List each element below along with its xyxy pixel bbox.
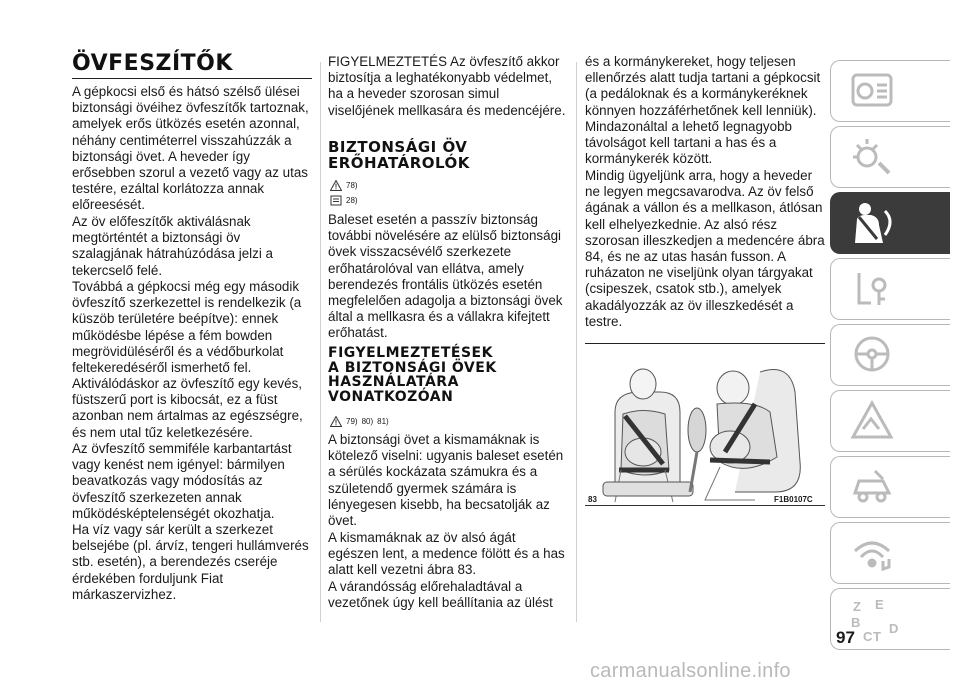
heading-line: HASZNÁLATÁRA [328, 374, 459, 391]
note-ref [330, 195, 358, 206]
page-number: 97 [836, 628, 855, 647]
ref-number: 79) [346, 417, 358, 426]
paragraph: A várandósság előrehaladtával a vezetőnek úgy kell beállítania az ülést [328, 579, 553, 611]
svg-text:T: T [873, 629, 881, 644]
index-letters-icon [849, 597, 909, 647]
tab-warning-lights[interactable] [830, 126, 950, 188]
paragraph: és a kormánykereket, hogy teljesen ellenőrzés alatt tudja tartani a gépkocsit (a pedáloknak és a kormánykeréknek könnyen hozzáférhetőnek kell lenniük). Mindazonáltal a lehető legnagyobb távolságot kell tartani a has és a kormánykerék között. [585, 54, 821, 167]
warning-intro: FIGYELMEZTETÉS Az övfeszítő akkor biztosítja a leghatékonyabb védelmet, ha a heveder szorosan simul viselőjének mellkasára és medencéjére. [328, 54, 566, 118]
paragraph: A biztonsági övet a kismamáknak is kötelező viselni: ugyanis baleset esetén a sérülés kockázata számukra és a születendő gyermek számára is lényegesen kisebb, ha becsatolják az övet. [328, 432, 564, 529]
pregnant-seatbelt-illustration [585, 352, 825, 507]
heading-force-limiters [328, 140, 470, 172]
steering-wheel-icon [849, 333, 895, 375]
svg-text:E: E [875, 597, 884, 612]
ref-number: 78) [346, 181, 358, 190]
column-divider [320, 62, 321, 622]
car-dashboard-icon [849, 69, 895, 111]
starting-driving-icon [849, 267, 895, 309]
heading-seatbelt-warnings [328, 346, 497, 405]
warning-triangle-icon [330, 416, 342, 427]
tab-starting-driving[interactable] [830, 258, 950, 320]
warning-lights-icon [849, 135, 895, 177]
paragraph: Aktiválódáskor az övfeszítő egy kevés, füstszerű port is kibocsát, ez a füst azonban nem ártalmas az egészségre, és nem utal tűz keletkezésére. [72, 376, 303, 440]
multimedia-icon [849, 531, 895, 573]
paragraph: Mindig ügyeljünk arra, hogy a heveder ne legyen megcsavarodva. Az öv felső ágának a vállon és a mellkason, átlósan kell elhelyezkednie. Az alsó rész szorosan illeszkedjen a medencére ábra 84, és ne az utas hasán fusson. A ruházaton ne viseljünk olyan tárgyakat (csipeszek, csatok stb.), amelyek akadályozzák az öv illeszkedését a testre. [585, 168, 825, 329]
column-divider [576, 62, 577, 622]
heading-line: ERŐHATÁROLÓK [328, 153, 470, 172]
svg-text:D: D [889, 621, 899, 636]
figure-number: 83 [588, 495, 597, 504]
watermark: carmanualsonline.info [590, 660, 791, 682]
figure-top-rule [585, 343, 825, 344]
paragraph: Továbbá a gépkocsi még egy második övfeszítő szerkezettel is rendelkezik (a küszöb területére beépítve): ennek működésbe lépése a fém bowden megrövidüléséről és a védőburkolat feltekeredéséről ismerhető fel. [72, 279, 302, 376]
warning-triangle-icon [330, 180, 342, 191]
ref-number: 80) [361, 417, 374, 426]
paragraph: A gépkocsi első és hátsó szélső ülései biztonsági övéihez övfeszítők tartoznak, amelyek erős ütközés esetén azonnal, néhány centiméterrel visszahúzzák a biztonsági övet. A heveder így erősebben szorul a vezető vagy az utas testére, ezáltal korlátozza annak előreesését. [72, 84, 309, 213]
seatbelt-person-icon [849, 201, 901, 245]
svg-text:C: C [863, 629, 873, 644]
paragraph: Ha víz vagy sár került a szerkezet belsejébe (pl. árvíz, tengeri hullámverés stb. esetén), a berendezés cseréje érdekében forduljunk Fiat márkaszervizhez. [72, 522, 309, 602]
paragraph: Baleset esetén a passzív biztonság további növelésére az elülső biztonsági övek visszacsévélő szerkezete erőhatárolóval van ellátva, amely berendezés frontális ütközés esetén megfelelően adagolja a biztonsági övek által a mellkasra és a vállakra kifejtett erőhatást. [328, 212, 563, 341]
svg-text:B: B [851, 615, 861, 630]
section-title: ÖVFESZÍTŐK [72, 51, 233, 76]
title-underline [72, 78, 312, 79]
tab-car-dashboard[interactable] [830, 60, 950, 122]
tab-maintenance[interactable] [830, 456, 950, 518]
paragraph: Az öv előfeszítők aktiválásnak megtörténtét a biztonsági öv szalagjának hátrahúzódása jelzi a tekercselő felé. [72, 214, 273, 278]
paragraph: Az övfeszítő semmiféle karbantartást vagy kenést nem igényel: bármilyen beavatkozás vagy módosítás az övfeszítő szerkezeten annak működésképtelenségét okozhatja. [72, 441, 292, 521]
warning-refs [330, 416, 389, 427]
warning-ref [330, 180, 358, 191]
note-icon [330, 195, 342, 206]
svg-text:Z: Z [853, 599, 861, 614]
emergency-triangle-icon [849, 399, 895, 441]
tab-multimedia[interactable] [830, 522, 950, 584]
maintenance-car-icon [849, 465, 895, 507]
heading-line: BIZTONSÁGI ÖV [328, 138, 468, 156]
tab-safety[interactable] [830, 192, 950, 254]
ref-number: 28) [346, 196, 358, 205]
heading-line: A BIZTONSÁGI ÖVEK [328, 359, 497, 376]
figure-code: F1B0107C [774, 495, 813, 504]
paragraph: A kismamáknak az öv alsó ágát egészen lent, a medence fölött és a has alatt kell vezetni ábra 83. [328, 530, 565, 578]
tab-steering[interactable] [830, 324, 950, 386]
tab-emergency[interactable] [830, 390, 950, 452]
heading-line: FIGYELMEZTETÉSEK [328, 345, 493, 361]
figure-bottom-rule [585, 505, 825, 506]
ref-number: 81) [377, 417, 389, 426]
heading-line: VONATKOZÓAN [328, 389, 454, 406]
